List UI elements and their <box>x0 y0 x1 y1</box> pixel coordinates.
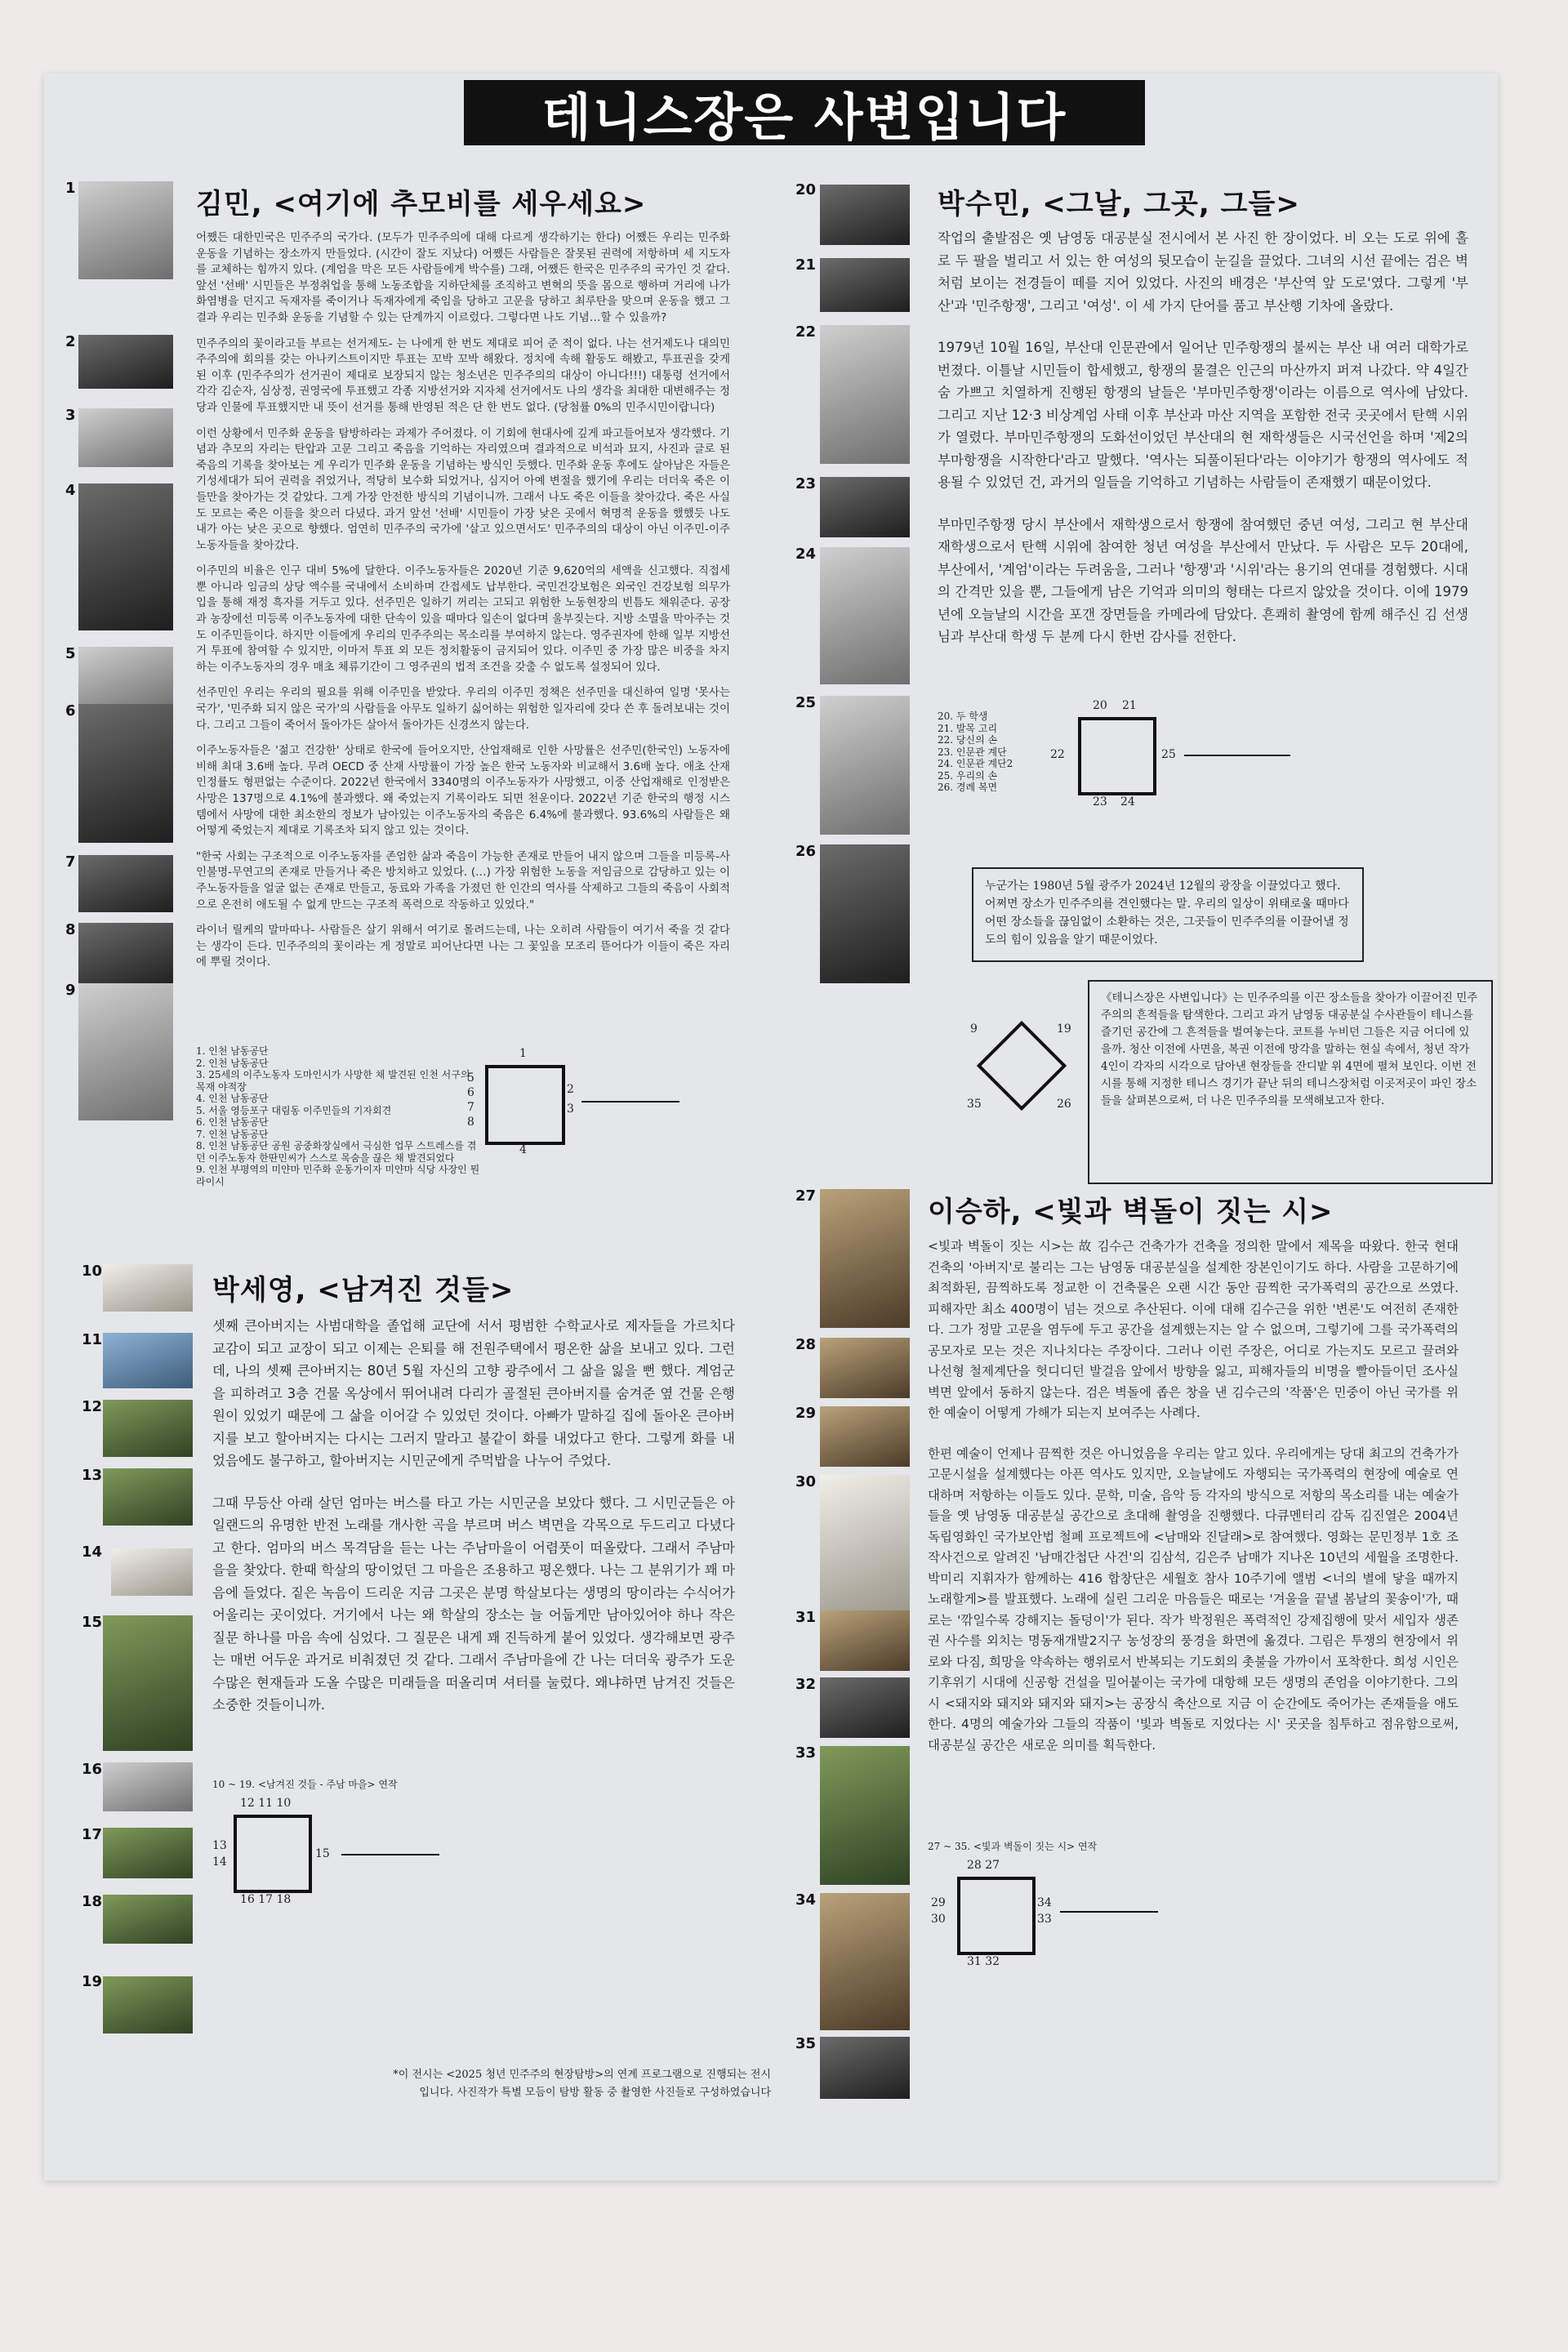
exhibition-poster <box>44 74 1498 2180</box>
photo-23-stairs <box>820 477 910 537</box>
photo-number: 12 <box>82 1398 103 1415</box>
diagram-label: 24 <box>1120 795 1135 808</box>
diagram-label: 23 <box>1093 795 1107 808</box>
photo-26-masked <box>820 844 910 983</box>
section-body-park-seyoung <box>212 1315 735 1726</box>
caption: 8. 인천 남동공단 공원 공중화장실에서 극심한 업무 스트레스를 겪던 이주노동자 한딴민씨가 스스로 목숨을 끊은 채 발견되었다 <box>196 1140 477 1164</box>
footnote: *이 전시는 <2025 청년 민주주의 현장탐방>의 연계 프로그램으로 진행되는 전시입니다. 사진작가 특별 모듬이 탐방 활동 중 촬영한 사진들로 구성하였습니다 <box>393 2069 771 2099</box>
diagram-label: 34 <box>1037 1896 1052 1909</box>
photo-14-document <box>111 1548 193 1596</box>
paragraph: 이주노동자들은 '젊고 건강한' 상태로 한국에 들어오지만, 산업재해로 인한 사망률은 선주민(한국인) 노동자에 비해 최대 3.6배 높다. 무려 OECD 중 산재 사망률이 가장 높은 한국 노동자와 비교해서 3.6배 높다. 애초 산재 인정률도 형편없는 수준이다. 2022년 한국에서 3340명의 이주노동자가 사망했고, 이중 산업재해로 인정받은 사망은 137명으로 4.1%에 불과했다. 왜 죽었는지 기록이라도 되면 천운이다. 2022년 기준 한국의 행정 시스템에서 사망에 대한 최소한의 정보가 남아있는 이주노동자의 죽음은 6.4%에 불과했다. 93.6%의 사람들은 왜 어떻게 죽었는지 제대로 기록조차 되지 않고 있는 것이다. <box>196 744 730 838</box>
caption-list-park-sumin <box>938 710 1013 794</box>
photo-8-restroom <box>78 923 173 988</box>
photo-7 <box>78 855 173 912</box>
photo-number: 34 <box>795 1891 817 1909</box>
diagram-line <box>341 1854 439 1855</box>
photo-number: 10 <box>82 1263 103 1280</box>
photo-number: 28 <box>795 1336 817 1353</box>
section-body-kim <box>196 230 730 981</box>
caption: 20. 두 학생 <box>938 710 988 722</box>
photo-18-garden <box>103 1895 193 1944</box>
diagram-line <box>1060 1911 1158 1913</box>
photo-22-hands <box>820 325 910 464</box>
photo-number: 30 <box>795 1473 817 1490</box>
paragraph: 이주민의 비율은 인구 대비 5%에 달한다. 이주노동자들은 2020년 기준 9,620억의 세액을 신고했다. 직접세 뿐 아니라 임금의 상당 액수를 국내에서 소비하며 간접세도 납부한다. 국민건강보험은 외국인 건강보험 의무가입을 통해 재정 흑자를 거두고 있다. 선주민은 일하기 꺼리는 고되고 위험한 노동현장의 빈틈도 채워준다. 공장과 농장에선 미등록 이주노동자에 대한 단속이 있을 때마다 일손이 없다며 울부짖는다. 지방 소멸을 막아주는 것도 이주민들이다. 하지만 이들에게 우리의 민주주의는 목소리를 부여하지 않는다. 영주권자에 한해 일부 지방선거 투표에 참여할 수 있지만, 이마저 투표 외 모든 정치활동이 금지되어 있다. 이주민 중 가장 많은 비중을 차지하는 이주노동자의 경우 매초 체류기간이 그 영주권의 법적 조건을 갖출 수 없도록 설정되어 있다. <box>196 564 730 674</box>
exhibition-statement: 《테니스장은 사변입니다》는 민주주의를 이끈 장소들을 찾아가 이끌어진 민주주의의 흔적들을 탐색한다. 그리고 과거 남영동 대공분실 수사관들이 테니스를 즐기던 공간에 그 흔적들을 벌여놓는다. 코트를 누비던 그들은 지금 어디에 있을까. 청산 이전에 사면을, 복권 이전에 망각을 말하는 현실 속에서, 청년 작가 4인이 각자의 시각으로 담아낸 현장들을 잔디밭 위 4면에 펼쳐 보인다. 이번 전시를 통해 지정한 테니스 경기가 끝난 뒤의 테니스장처럼 이곳저곳이 파인 장소들을 살펴본으로써, 더 나은 민주주의를 모색해보고자 한다. <box>1088 980 1493 1184</box>
photo-35 <box>820 2037 910 2099</box>
photo-number: 6 <box>65 702 76 719</box>
photo-number: 15 <box>82 1614 103 1631</box>
photo-12-trees <box>103 1400 193 1457</box>
photo-number: 23 <box>795 475 817 492</box>
photo-6 <box>78 704 173 843</box>
photo-number: 31 <box>795 1609 817 1626</box>
photo-15-monument <box>103 1615 193 1751</box>
diagram-label: 7 <box>467 1101 474 1114</box>
paragraph: 작업의 출발점은 옛 남영동 대공분실 전시에서 본 사진 한 장이었다. 비 오는 도로 위에 홀로 두 팔을 벌리고 서 있는 한 여성의 뒷모습이 눈길을 끌었다. 그녀의 시선 끝에는 검은 벽처럼 보이는 전경들이 떼를 지어 있었다. 사진의 배경은 '부산역 앞 도로'였다. 그렇게 '부산'과 '민주항쟁', 그리고 '여성'. 이 세 가지 단어를 품고 부산행 기차에 올랐다. <box>938 230 1468 314</box>
paragraph: 한편 예술이 언제나 끔찍한 것은 아니었음을 우리는 알고 있다. 우리에게는 당대 최고의 건축가가 고문시설을 설계했다는 아픈 역사도 있지만, 오늘날에도 자행되는 국가폭력의 현장에 예술로 연대하며 저항하는 이들도 있다. 문학, 미술, 음악 등 각자의 방식으로 저항의 목소리를 내는 예술가들을 옛 남영동 대공분실 공간으로 초대해 촬영을 진행했다. 다큐멘터리 감독 김진열은 2004년 독립영화인 국가보안법 철폐 프로젝트에 <남매와 진달래>로 참여했다. 영화는 문민정부 1호 조작사건으로 알려진 '남매간첩단 사건'의 김삼석, 김은주 남매가 지나온 10년의 세월을 조명한다. 박미리 지휘자가 함께하는 416 합창단은 세월호 참사 10주기에 앨범 <너의 별에 닿을 때까지 노래할게>를 발표했다. 노래에 실린 그리운 마음들은 때로는 '겨울을 끝낼 봄날의 꽃송이'가, 때로는 '깎일수록 강해지는 돌덩이'가 된다. 작가 박정원은 폭력적인 강제집행에 맞서 세입자 생존권 사수를 외치는 명동재개발2지구 농성장의 풍경을 화면에 옮겼다. 그림은 투쟁의 현장에서 위로와 다짐, 희망을 약속하는 행위로서 반복되는 기도회의 촛불을 가까이서 포착한다. 희성 시인은 기후위기 시대에 신공항 건설을 밀어붙이는 국가에 대항해 모든 생명의 존엄을 이야기한다. 그의 시 <돼지와 돼지와 돼지와 돼지>는 공장식 축산으로 지금 이 순간에도 죽어가는 존재들을 애도한다. 4명의 예술가와 그들의 작품이 '빛과 벽돌로 지었다는 시' 곳곳을 침투하고 점유함으로써, 대공분실 공간은 새로운 의미를 획득한다. <box>928 1446 1459 1753</box>
diagram-label: 31 32 <box>967 1955 1000 1968</box>
photo-number: 2 <box>65 333 76 350</box>
diagram-label: 13 <box>212 1839 227 1852</box>
caption: 2. 인천 남동공단 <box>196 1057 269 1069</box>
diagram-label: 20 <box>1093 699 1107 712</box>
photo-number: 26 <box>795 843 817 860</box>
photo-4 <box>78 483 173 630</box>
diagram-label: 6 <box>467 1086 474 1099</box>
photo-number: 17 <box>82 1826 103 1843</box>
diagram-label: 14 <box>212 1855 227 1869</box>
photo-28 <box>820 1338 910 1398</box>
photo-number: 32 <box>795 1676 817 1693</box>
photo-16-road <box>103 1762 193 1811</box>
photo-21-ankle <box>820 258 910 312</box>
diagram-label: 30 <box>931 1913 946 1926</box>
photo-20-two-students <box>820 185 910 245</box>
photo-number: 16 <box>82 1761 103 1778</box>
diagram-label: 28 27 <box>967 1859 1000 1872</box>
photo-13-field <box>103 1468 193 1526</box>
layout-diagram-square <box>485 1065 565 1145</box>
paragraph: 이런 상황에서 민주화 운동을 탐방하라는 과제가 주어졌다. 이 기회에 현대사에 깊게 파고들어보자 생각했다. 기념과 추모의 자리는 탄압과 고문 그리고 죽음을 기억하는 자리였으며 결과적으로 비석과 묘지, 사진과 글로 된 죽음의 기록을 찾아보는 게 우리가 민주화 운동을 기념하는 방식인 듯했다. 민주화 운동 후에도 살아남은 자들은 기성세대가 되어 권력을 쥐었거나, 적당히 보수화 되었거나, 심지어 아예 변절을 했기에 우리는 더더욱 죽은 이들만을 찾아가는 것 같았다. 그게 가장 안전한 방식의 기념이니까. 그래서 나도 죽은 이들을 찾아갔다. 죽은 사실도 모르는 죽은 이들을 찾으러 다녔다. 과거 앞선 '선배' 시민들이 가장 낮은 곳에서 혁명적 운동을 했했듯 나도 내가 아는 낮은 곳으로 향했다. 엄연히 민주주의 국가에 '살고 있으면서도' 민주주의의 대상이 아닌 이주민-이주노동자들을 찾아갔다. <box>196 426 730 552</box>
photo-number: 18 <box>82 1893 103 1910</box>
section-title-lee: 이승하, <빛과 벽돌이 짓는 시> <box>928 1196 1334 1228</box>
photo-number: 29 <box>795 1405 817 1422</box>
layout-diagram-square <box>234 1815 312 1893</box>
caption: 6. 인천 남동공단 <box>196 1116 269 1128</box>
photo-34-portrait <box>820 1893 910 2030</box>
photo-number: 20 <box>795 181 817 198</box>
diagram-label: 3 <box>567 1102 574 1116</box>
photo-30-manuscript <box>820 1475 910 1614</box>
section-title-park-sumin: 박수민, <그날, 그곳, 그들> <box>938 188 1300 220</box>
photo-number: 21 <box>795 256 817 274</box>
poster-title: 테니스장은 사변입니다 <box>464 80 1145 145</box>
photo-19-park <box>103 1976 193 2034</box>
diagram-label: 29 <box>931 1896 946 1909</box>
photo-number: 27 <box>795 1187 817 1205</box>
photo-number: 24 <box>795 546 817 563</box>
diagram-label: 22 <box>1050 748 1065 761</box>
photo-24-stairs <box>820 547 910 684</box>
photo-number: 9 <box>65 982 76 999</box>
photo-number: 33 <box>795 1744 817 1762</box>
caption-list-kim <box>196 1045 482 1187</box>
photo-3-lumber-yard <box>78 408 173 467</box>
section-title-kim: 김민, <여기에 추모비를 세우세요> <box>196 188 647 220</box>
diagram-label: 16 17 18 <box>240 1893 292 1906</box>
caption: 24. 인문관 계단2 <box>938 758 1013 769</box>
section-title-park-seyoung: 박세영, <남겨진 것들> <box>212 1274 514 1307</box>
caption: 5. 서울 영등포구 대림동 이주민들의 기자회견 <box>196 1104 392 1116</box>
caption: 4. 인천 남동공단 <box>196 1093 269 1104</box>
diagram-label: 12 11 10 <box>240 1797 292 1810</box>
caption: 26. 경례 복면 <box>938 782 998 793</box>
paragraph: 셋째 큰아버지는 사범대학을 졸업해 교단에 서서 평범한 수학교사로 제자들을 가르치다 교감이 되고 교장이 되고 이제는 은퇴를 해 전원주택에서 평온한 삶을 보내고 있다. 그런데, 나의 셋째 큰아버지는 80년 5월 자신의 고향 광주에서 그 삶을 잃을 뻔 했다. 계엄군을 피하려고 3층 건물 옥상에서 뛰어내려 다리가 골절된 큰아버지를 숨겨준 옆 건물 은행원이 있었기 때문에 그 삶을 이어갈 수 있었던 것이다. 아빠가 말하길 집에 돌아온 큰아버지를 보고 할아버지는 다시는 그러지 말라고 불같이 화를 내었다고 한다. 그렇게 화를 내었음에도 불구하고, 할아버지는 시민군에게 주먹밥을 나누어 주었다. <box>212 1318 735 1468</box>
diagram-line <box>1184 755 1290 756</box>
photo-number: 8 <box>65 921 76 938</box>
paragraph: 1979년 10월 16일, 부산대 인문관에서 일어난 민주항쟁의 불씨는 부산 내 여러 대학가로 번졌다. 이틀날 시민들이 합세했고, 항쟁의 물결은 인근의 마산까지 퍼져 나갔다. 약 4일간 숨 가쁘고 치열하게 진행된 항쟁의 날들은 '부마민주항쟁'이라는 이름으로 역사에 남았다. 그리고 지난 12·3 비상계엄 사태 이후 부산과 마산 지역을 포함한 전국 곳곳에서 탄핵 시위가 열렸다. 부마민주항쟁의 도화선이었던 부산대의 현 재학생들은 시국선언을 하며 '제2의 부마항쟁을 시작한다'라고 말했다. '역사는 되풀이된다'라는 이야기가 항쟁의 역사에도 적용될 수 있었던 건, 과거의 일들을 기억하고 기념하는 사람들이 존재했기 때문이었다. <box>938 340 1468 490</box>
photo-number: 3 <box>65 407 76 424</box>
diagram-label: 25 <box>1161 748 1176 761</box>
photo-number: 22 <box>795 323 817 341</box>
caption: 1. 인천 남동공단 <box>196 1045 269 1057</box>
diagram-label: 26 <box>1057 1098 1071 1111</box>
paragraph: 그때 무등산 아래 살던 엄마는 버스를 타고 가는 시민군을 보았다 했다. 그 시민군들은 아일랜드의 유명한 반전 노래를 개사한 곡을 부르며 버스 벽면을 각목으로 두드리고 다녔다고 한다. 엄마의 버스 목격담을 듣는 나는 주남마을이 어렴풋이 떠올랐다. 그래서 주남마을을 찾았다. 한때 학살의 땅이었던 그 마을은 조용하고 평온했다. 나는 그 분위기가 꽤 마음에 들었다. 짙은 녹음이 드리운 지금 그곳은 분명 학살보다는 생명의 땅이라는 수식어가 어울리는 곳이었다. 거기에서 나는 왜 학살의 장소는 늘 어둡게만 남아있어야 하나 작은 질문 하나를 마음 속에 심었다. 그 질문은 내게 꽤 진득하게 붙어 있었다. 생각해보면 광주는 매번 어두운 과거로 비춰졌던 것 같다. 그래서 주남마을에 간 나는 더더욱 광주가 도운 수많은 현재들과 도올 수많은 미래들을 떠올리며 셔터를 눌렀다. 왜냐하면 남겨진 것들은 소중한 것들이니까. <box>212 1494 735 1713</box>
section-body-park-sumin <box>938 227 1468 658</box>
caption: 21. 발목 고리 <box>938 722 998 734</box>
diagram-label: 33 <box>1037 1913 1052 1926</box>
caption: 7. 인천 남동공단 <box>196 1128 269 1140</box>
diagram-label: 19 <box>1057 1022 1071 1036</box>
layout-diagram-diamond <box>977 1021 1067 1111</box>
section-body-lee <box>928 1236 1459 1766</box>
photo-number: 13 <box>82 1467 103 1484</box>
caption: 23. 인문관 계단 <box>938 746 1007 758</box>
caption-title-lee: 27 ~ 35. <빛과 벽돌이 짓는 시> 연작 <box>928 1841 1098 1852</box>
diagram-label: 5 <box>467 1071 474 1085</box>
diagram-label: 15 <box>315 1847 330 1860</box>
paragraph: 민주주의의 꽃이라고들 부르는 선거제도- 는 나에게 한 번도 제대로 피어 준 적이 없다. 나는 선거제도나 대의민주주의에 회의를 갖는 아나키스트이지만 투표는 꼬박 꼬박 해왔다. 정치에 속해 활동도 해봤고, 투표권을 갖게 된 이후 (민주주의가 선거권이 제대로 보장되지 않는 청소년은 민주주의의 대상이 아니다!!!) 대통령 선거에서 각각 김순자, 심상정, 권영국에 투표했고 각종 지방선거와 지자체 선거에서도 나의 생각을 최대한 대변해주는 정당과 인물에 투표했지만 내 뜻이 선거를 통해 반영된 적은 단 한 번도 없다. (당첨률 0%의 민주시민이랍니다) <box>196 336 730 414</box>
caption-title-park-seyoung: 10 ~ 19. <남겨진 것들 - 주남 마을> 연작 <box>212 1779 398 1790</box>
diagram-label: 4 <box>519 1143 527 1156</box>
diagram-label: 35 <box>967 1098 982 1111</box>
caption: 25. 우리의 손 <box>938 769 998 782</box>
paragraph: 라이너 릴케의 말마따나- 사람들은 살기 위해서 여기로 몰려드는데, 나는 오히려 사람들이 여기서 죽을 것 같다는 생각이 든다. 민주주의의 꽃이라는 게 정말로 피어난다면 나는 그 꽃잎을 모조리 뜯어다가 이들이 죽은 자리에 뿌릴 것이다. <box>196 924 730 969</box>
photo-number: 1 <box>65 180 76 197</box>
paragraph: 어쨌든 대한민국은 민주주의 국가다. (모두가 민주주의에 대해 다르게 생각하기는 한다) 어쨌든 우리는 민주화 운동을 기념하는 장소까지 만들었다. (시간이 잘도 지났다) 어쨌든 사람들은 잘못된 권력에 저항하며 세 지도자를 교체하는 힘까지 있다. (계엄을 막은 모든 사람들에게 박수를) 그래, 어쨌든 한국은 민주주의 국가인 것 같다. 앞선 '선배' 시민들은 부정취업을 통해 노동조합을 지하단체를 조직하고 변혁의 뜻을 몸으로 행하며 거리에 나가 화염병을 던지고 독재자를 죽이거나 독재자에게 죽임을 당하고 고문을 당하고 최루탄을 맞으며 운동을 했고 그 결과 우리는 민주화 운동을 기념할 수 있는 단계까지 이르렀다. 그렇다면 나도 기념…할 수 있을까? <box>196 231 730 324</box>
photo-number: 14 <box>82 1544 103 1561</box>
photo-31 <box>820 1610 910 1671</box>
paragraph: <빛과 벽돌이 짓는 시>는 故 김수근 건축가가 건축을 정의한 말에서 제목을 따왔다. 한국 현대 건축의 '아버지'로 불리는 그는 남영동 대공분실을 설계한 장본인이기도 하다. 사람을 고문하기에 최적화된, 끔찍하도록 정교한 이 건축물은 오랜 시간 동안 끔찍한 국가폭력의 공간으로 쓰였다. 피해자만 최소 400명이 넘는 것으로 추산된다. 이에 대해 김수근을 위한 '변론'도 여전히 존재한다. 그가 정말 고문을 염두에 두고 공간을 설계했는지는 알 수 없으며, 그렇기에 그를 국가폭력의 공모자로 모는 것은 지나치다는 주장이다. 그러나 이런 주장은, 어디로 가는지도 모르고 끌려와 나선형 철제계단을 헛디디던 발걸음 앞에서 방향을 잃고, 피해자들의 비명을 빨아들이던 조사실 벽면 앞에서 동하지 않는다. 검은 벽돌에 좁은 창을 낸 김수근의 '작품'은 민중이 아닌 국가를 위한 예술이 어떻게 가해가 되는지 보여주는 사례다. <box>928 1239 1459 1420</box>
diagram-line <box>581 1101 679 1102</box>
photo-32-candles <box>820 1677 910 1738</box>
photo-2 <box>78 335 173 389</box>
photo-number: 11 <box>82 1331 103 1348</box>
photo-number: 7 <box>65 853 76 871</box>
paragraph: 부마민주항쟁 당시 부산에서 재학생으로서 항쟁에 참여했던 중년 여성, 그리고 현 부산대 재학생으로서 탄핵 시위에 참여한 청년 여성을 부산에서 만났다. 두 사람은 모두 20대에, 부산에서, '계엄'이라는 두려움을, 그러나 '항쟁'과 '시위'라는 용기의 연대를 경험했다. 시대의 간격만 있을 뿐, 그들에게 남은 기억과 의미의 형태는 다르지 않았을 것이다. 이에 1979년에 오늘날의 시간을 포갠 장면들을 카메라에 담았다. 흔쾌히 촬영에 함께 해주신 김 선생님과 부산대 학생 두 분께 다시 한번 감사를 전한다. <box>938 516 1468 644</box>
photo-number: 35 <box>795 2035 817 2052</box>
diagram-label: 9 <box>970 1022 978 1036</box>
note-box-park-sumin: 누군가는 1980년 5월 광주가 2024년 12월의 광장을 이끌었다고 했다. 어쩌면 장소가 민주주의를 견인했다는 말. 우리의 일상이 위태로울 때마다 어떤 장소들을 끊임없이 소환하는 것은, 그곳들이 민주주의를 이끌어낼 정도의 힘이 있음을 알기 때문이었다. <box>972 867 1364 962</box>
photo-29-corridor <box>820 1406 910 1467</box>
photo-number: 4 <box>65 482 76 499</box>
photo-10-document <box>103 1264 193 1312</box>
diagram-label: 1 <box>519 1047 527 1060</box>
photo-number: 25 <box>795 694 817 711</box>
layout-diagram-square <box>1078 717 1156 795</box>
layout-diagram-square <box>957 1877 1036 1955</box>
photo-number: 5 <box>65 645 76 662</box>
photo-1-trees <box>78 181 173 279</box>
paragraph: "한국 사회는 구조적으로 이주노동자를 존엄한 삶과 죽음이 가능한 존재로 만들어 내지 않으며 그들을 미등록-사인불명-무연고의 존재로 만들거나 죽은 방치하고 있었다. (…) 가장 위험한 노동을 저임금으로 감당하고 있는 이주노동자들을 얼굴 없는 존재로 만들고, 동료와 가족을 가졌던 한 인간의 역사를 삭제하고 그들의 죽음이 사회적으로 온전히 애도될 수 없게 만드는 구조적 폭력으로 작동하고 있었다." <box>196 849 730 911</box>
diagram-label: 8 <box>467 1116 474 1129</box>
paragraph: 선주민인 우리는 우리의 필요를 위해 이주민을 받았다. 우리의 이주민 정책은 선주민을 대신하여 일명 '못사는 국가', '민주화 되지 않은 국가'의 사람들을 아무도 일하기 싫어하는 위험한 일자리에 갖다 쓴 후 돌려보내는 것이다. 그리고 그들이 죽어서 돌아가든 살아서 돌아가든 신경쓰지 않는다. <box>196 686 730 732</box>
photo-33-sign <box>820 1746 910 1885</box>
diagram-label: 21 <box>1122 699 1137 712</box>
caption: 9. 인천 부평역의 미얀마 민주화 운동가이자 미얀마 식당 사장인 뭔라이시 <box>196 1164 480 1187</box>
photo-25-our-hands <box>820 696 910 835</box>
photo-9-portrait <box>78 983 173 1120</box>
diagram-label: 2 <box>567 1083 574 1096</box>
photo-11-sky <box>103 1333 193 1388</box>
photo-17-village <box>103 1828 193 1878</box>
caption: 22. 당신의 손 <box>938 734 998 746</box>
photo-number: 19 <box>82 1973 103 1990</box>
photo-5-press-conference <box>78 647 173 712</box>
caption: 3. 25세의 이주노동자 도마인시가 사망한 채 발견된 인천 서구의 목재 야적장 <box>196 1069 470 1093</box>
photo-27-room <box>820 1189 910 1328</box>
